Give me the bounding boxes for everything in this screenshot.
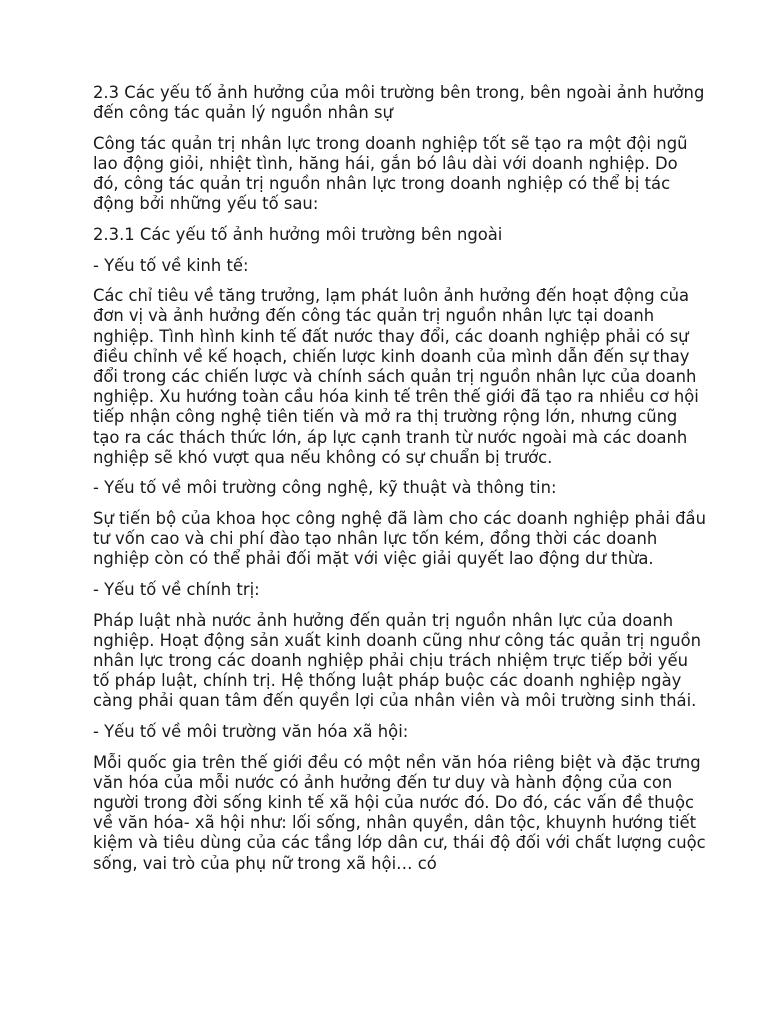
intro-paragraph: Công tác quản trị nhân lực trong doanh nghiệp tốt sẽ tạo ra một đội ngũ lao động giỏi, nhiệt tình, hăng hái, gắn bó lâu dài với doanh nghiệp. Do đó, công tác quản trị nguồn nhân lực trong doanh nghiệp có thể bị tác động bởi những yếu tố sau: bbox=[93, 133, 688, 214]
politics-paragraph: Pháp luật nhà nước ảnh hưởng đến quản trị nguồn nhân lực của doanh nghiệp. Hoạt động sản xuất kinh doanh cũng như công tác quản trị nguồn nhân lực trong các doanh nghiệp phải chịu trách nhiệm trực tiếp bởi yếu tố pháp luật, chính trị. Hệ thống luật pháp buộc các doanh nghiệp ngày càng phải quan tâm đến quyền lợi của nhân viên và môi trường sinh thái. bbox=[93, 610, 702, 711]
subsection-heading: 2.3.1 Các yếu tố ảnh hưởng môi trường bên ngoài bbox=[93, 225, 503, 244]
section-heading: 2.3 Các yếu tố ảnh hưởng của môi trường bên trong, bên ngoài ảnh hưởng đến công tác quản lý nguồn nhân sự bbox=[93, 83, 705, 123]
technology-paragraph: Sự tiến bộ của khoa học công nghệ đã làm cho các doanh nghiệp phải đầu tư vốn cao và chi phí đào tạo nhân lực tốn kém, đồng thời các doanh nghiệp còn có thể phải đối mặt với việc giải quyết lao động dư thừa. bbox=[93, 509, 706, 569]
factor-heading-economy: - Yếu tố về kinh tế: bbox=[93, 255, 249, 275]
factor-heading-culture: - Yếu tố về môi trường văn hóa xã hội: bbox=[93, 722, 409, 741]
factor-heading-politics: - Yếu tố về chính trị: bbox=[93, 580, 260, 599]
economy-paragraph: Các chỉ tiêu về tăng trưởng, lạm phát luôn ảnh hưởng đến hoạt động của đơn vị và ảnh hưởng đến công tác quản trị nguồn nhân lực tại doanh nghiệp. Tình hình kinh tế đất nước thay đổi, các doanh nghiệp phải có sự điều chỉnh về kế hoạch, chiến lược kinh doanh của mình dẫn đến sự thay đổi trong các chiến lược và chính sách quản trị nguồn nhân lực của doanh nghiệp. Xu hướng toàn cầu hóa kinh tế trên thế giới đã tạo ra nhiều cơ hội tiếp nhận công nghệ tiên tiến và mở ra thị trường rộng lớn, nhưng cũng tạo ra các thách thức lớn, áp lực cạnh tranh từ nước ngoài mà các doanh nghiệp sẽ khó vượt qua nếu không có sự chuẩn bị trước. bbox=[93, 286, 699, 467]
factor-heading-technology: - Yếu tố về môi trường công nghệ, kỹ thuật và thông tin: bbox=[93, 478, 557, 498]
culture-paragraph: Mỗi quốc gia trên thế giới đều có một nền văn hóa riêng biệt và đặc trưng văn hóa của mỗi nước có ảnh hưởng đến tư duy và hành động của con người trong đời sống kinh tế xã hội của nước đó. Do đó, các vấn đề thuộc về văn hóa- xã hội như: lối sống, nhân quyền, dân tộc, khuynh hướng tiết kiệm và tiêu dùng của các tầng lớp dân cư, thái độ đối với chất lượng cuộc sống, vai trò của phụ nữ trong xã hội… có bbox=[93, 752, 706, 873]
